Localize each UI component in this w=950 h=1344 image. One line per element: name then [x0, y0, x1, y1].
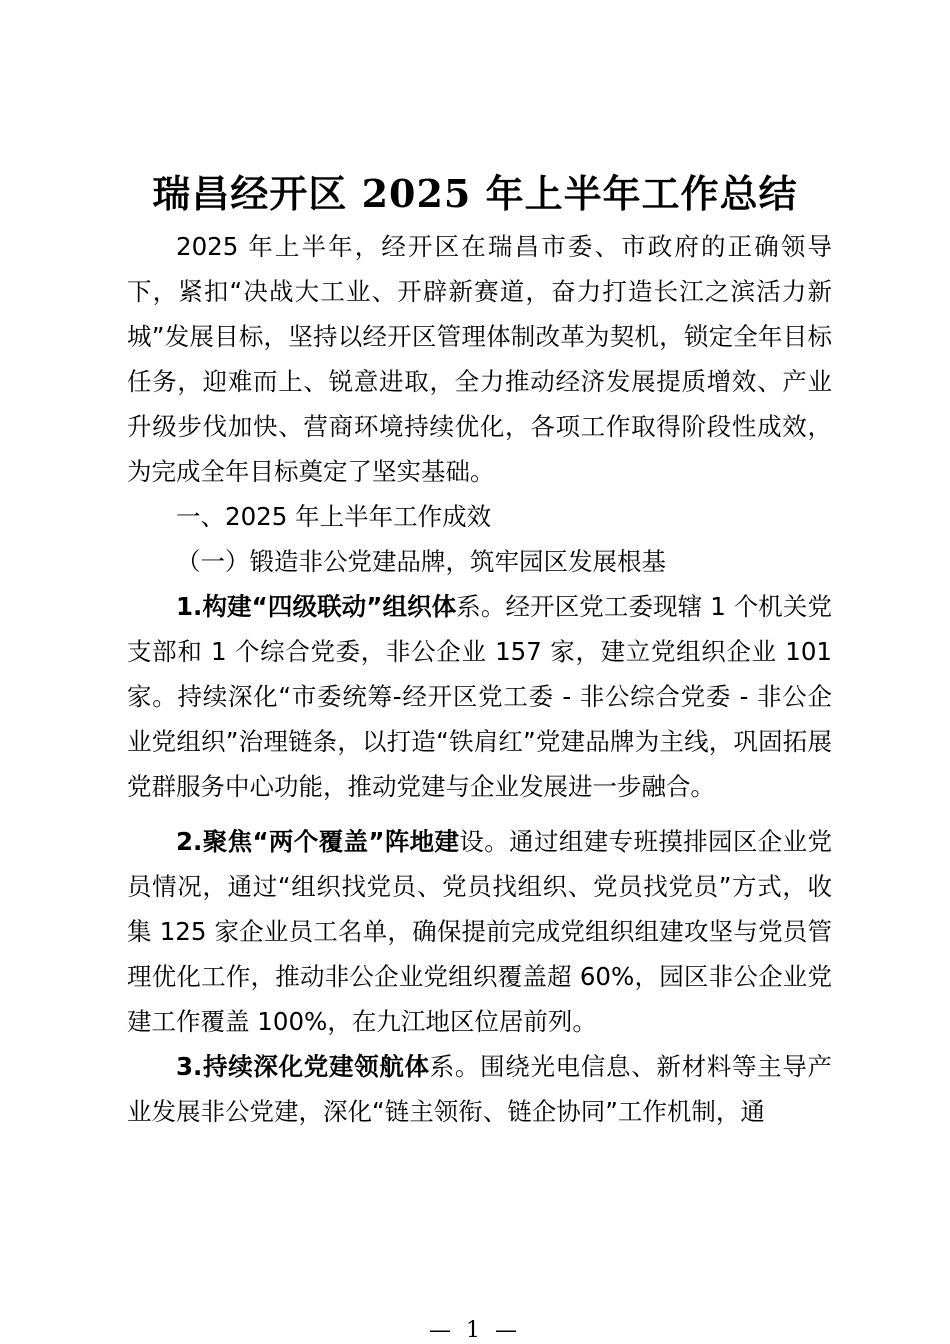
- intro-paragraph: 2025 年上半年，经开区在瑞昌市委、市政府的正确领导下，紧扣“决战大工业、开辟新赛道，奋力打造长江之滨活力新城”发展目标，坚持以经开区管理体制改革为契机，锁定全年目标任务，迎难而上、锐意进取，全力推动经济发展提质增效、产业升级步伐加快、营商环境持续优化，各项工作取得阶段性成效，为完成全年目标奠定了坚实基础。: [127, 232, 832, 486]
- document-body: [127, 224, 832, 1134]
- item-text-3: 系。围绕光电信息、新材料等主导产业发展非公党建，深化“链主领衔、链企协同”工作机制，通: [127, 1052, 833, 1126]
- item-text-2: 设。通过组建专班摸排园区企业党员情况，通过“组织找党员、党员找组织、党员找党员”方式，收集 125 家企业员工名单，确保提前完成党组织组建攻坚与党员管理优化工作，推动非公企业党组织覆盖超 60%，园区非公企业党建工作覆盖 100%，在九江地区位居前列。: [127, 827, 833, 1036]
- item-paragraph-2: [127, 819, 832, 1044]
- document-title: 瑞昌经开区 2025 年上半年工作总结: [152, 171, 798, 216]
- subsection-heading: （一）锻造非公党建品牌，筑牢园区发展根基: [176, 547, 666, 576]
- item-lead-3: 3.持续深化党建领航体: [176, 1052, 430, 1081]
- item-paragraph-3: [127, 1044, 832, 1134]
- item-paragraph-1: [127, 584, 832, 809]
- item-text-1: 系。经开区党工委现辖 1 个机关党支部和 1 个综合党委，非公企业 157 家，建立党组织企业 101 家。持续深化“市委统筹-经开区党工委 - 非公综合党委 - 非公企业党组织”治理链条，以打造“铁肩红”党建品牌为主线，巩固拓展党群服务中心功能，推动党建与企业发展进一步融合。: [127, 592, 832, 801]
- item-lead-2: 2.聚焦“两个覆盖”阵地建: [176, 827, 460, 856]
- page-number: — 1 —: [429, 1318, 521, 1343]
- item-lead-1: 1.构建“四级联动”组织体: [176, 592, 457, 621]
- section-heading: 一、2025 年上半年工作成效: [176, 502, 492, 531]
